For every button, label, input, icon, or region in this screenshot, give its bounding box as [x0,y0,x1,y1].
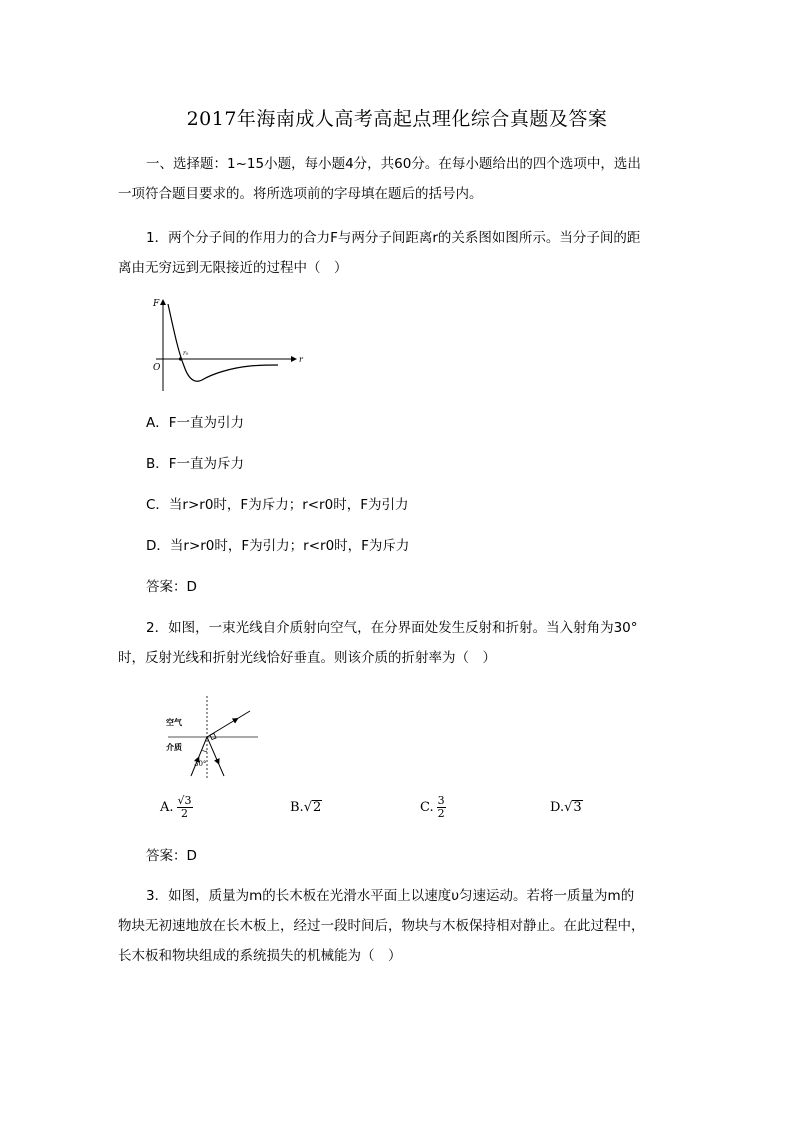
force-curve-svg [150,296,310,396]
q1-answer: 答案：D [146,579,197,595]
section-intro-line-2: 一项符合题目要求的。将所选项前的字母填在题后的括号内。 [118,186,483,202]
reflected-ray [207,737,224,776]
q2-refraction-figure [158,694,263,779]
page-title: 2017年海南成人高考高起点理化综合真题及答案 [186,108,608,130]
q2-option-d [550,800,583,815]
origin-label: O [153,363,161,373]
radicand: 3 [573,800,582,815]
q1-option-a: A．F一直为引力 [146,415,245,431]
q2-stem-line-1: 2．如图，一束光线自介质射向空气，在分界面处发生反射和折射。当入射角为30° [146,620,638,636]
q1-stem-line-2: 离由无穷远到无限接近的过程中（ ） [118,260,348,276]
radicand: 2 [312,800,322,815]
radical-sign-icon: √ [303,800,312,815]
denominator: 2 [437,807,445,820]
q1-force-distance-figure [150,296,310,396]
q1-option-d: D．当r>r0时，F为引力；r<r0时，F为斥力 [146,538,410,554]
square-root [564,800,583,815]
r0-point [179,357,182,360]
square-root [304,800,323,815]
option-letter: D. [550,800,565,815]
section-intro-line-1: 一、选择题：1~15小题，每小题4分，共60分。在每小题给出的四个选项中，选出 [146,156,641,172]
denominator: 2 [181,807,189,820]
q2-answer: 答案：D [146,848,197,864]
angle-label: 30° [194,760,207,768]
q1-stem-line-1: 1．两个分子间的作用力的合力F与两分子间距离r的关系图如图所示。当分子间的距 [146,230,641,246]
q2-option-b [290,800,322,815]
fraction [437,795,446,820]
angle-arc [202,750,207,751]
numerator: 3 [437,794,445,807]
option-letter: C. [420,800,434,815]
incident-ray [191,737,207,776]
option-letter: B. [290,800,304,815]
force-curve [168,304,278,381]
q2-option-c [420,795,446,820]
radical-sign-icon: √ [564,800,573,815]
y-axis-label: F [153,299,160,309]
q3-stem-line-2: 物块无初速地放在长木板上，经过一段时间后，物块与木板保持相对静止。在此过程中， [118,918,645,934]
air-label: 空气 [166,718,182,727]
option-letter: A. [160,800,174,815]
x-axis-label: r [299,355,303,364]
q1-option-c: C．当r>r0时，F为斥力；r<r0时，F为引力 [146,497,409,513]
fraction [177,795,193,820]
r0-label: r₀ [183,350,189,357]
q3-stem-line-3: 长木板和物块组成的系统损失的机械能为（ ） [118,948,402,964]
q2-option-a [160,795,193,820]
refracted-ray [207,711,250,737]
numerator: √3 [177,794,192,807]
q1-option-b: B．F一直为斥力 [146,456,245,472]
refraction-svg [158,694,263,779]
medium-label: 介质 [166,743,182,752]
q2-stem-line-2: 时，反射光线和折射光线恰好垂直。则该介质的折射率为（ ） [118,650,496,666]
q3-stem-line-1: 3．如图，质量为m的长木板在光滑水平面上以速度υ匀速运动。若将一质量为m的 [146,888,635,904]
